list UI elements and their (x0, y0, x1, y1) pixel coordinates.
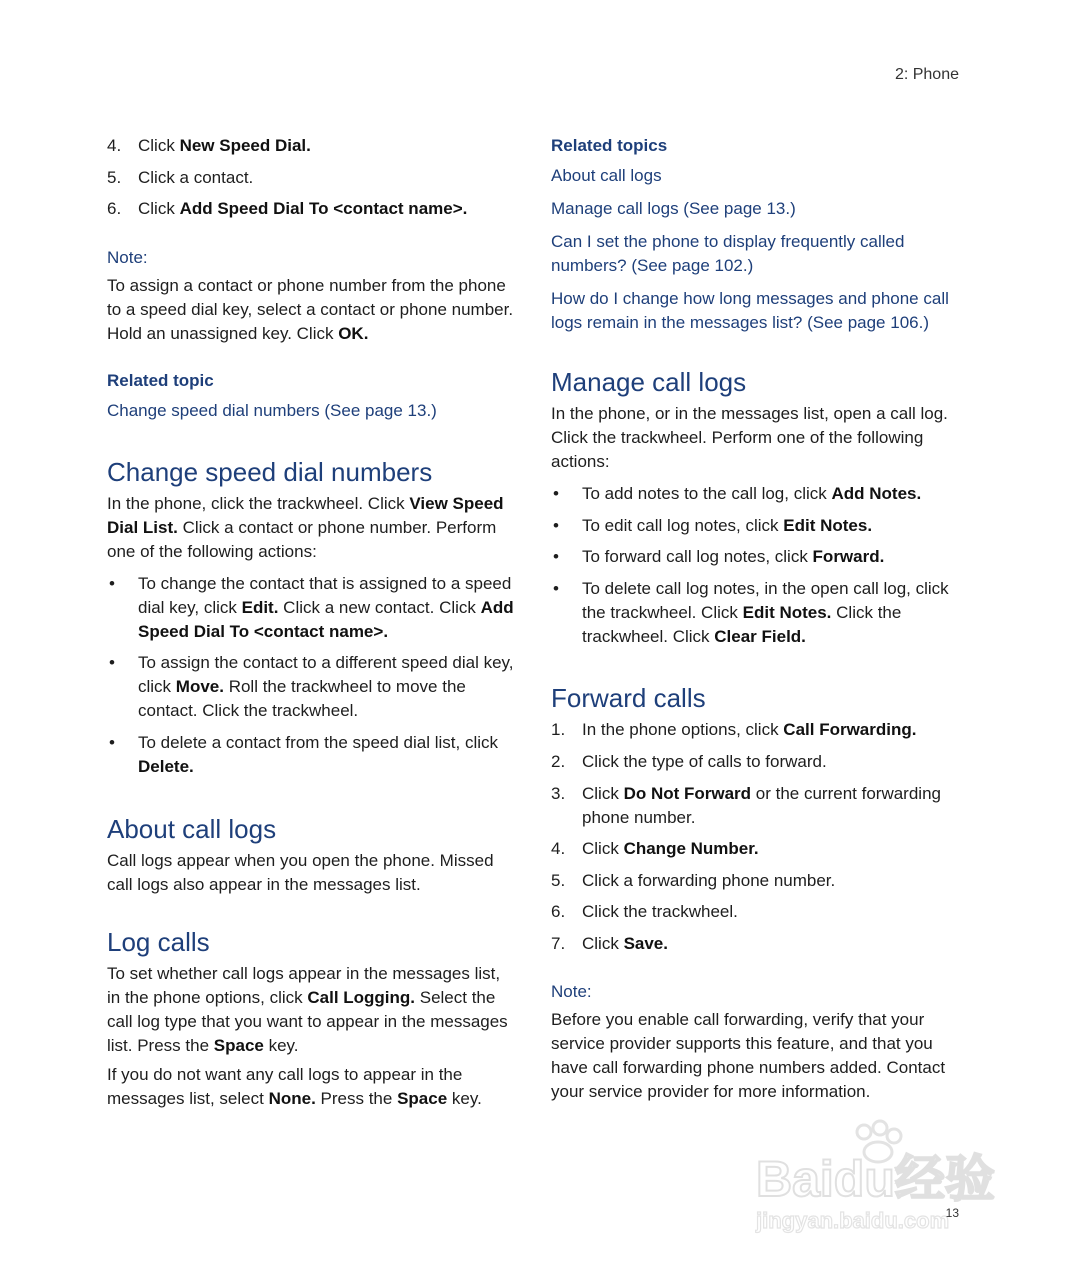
step-item: 6. Click Add Speed Dial To <contact name>. (107, 199, 468, 219)
watermark-brand: Baidu经验 (756, 1151, 995, 1207)
step-item: 2. Click the type of calls to forward. (551, 751, 827, 771)
related-topics-label: Related topics (551, 136, 668, 155)
section-body: To set whether call logs appear in the messages list, in the phone options, click Call Logging. Select the call log type that you want to appear in the messages list. Press the Space key. (107, 963, 508, 1055)
note-body: To assign a contact or phone number from the phone to a speed dial key, select a contact or phone number. Hold an unassigned key. Click OK. (107, 275, 514, 343)
right-column (551, 134, 961, 1104)
note-label: Note: (551, 981, 592, 1001)
step-item: 1. In the phone options, click Call Forwarding. (551, 720, 917, 740)
related-link[interactable]: Manage call logs (See page 13.) (551, 199, 796, 218)
section-body: Call logs appear when you open the phone. Missed call logs also appear in the messages list. (107, 850, 494, 894)
step-item: 6. Click the trackwheel. (551, 902, 738, 922)
section-body: If you do not want any call logs to appear in the messages list, select None. Press the Space key. (107, 1064, 482, 1108)
section-intro: In the phone, click the trackwheel. Click View Speed Dial List. Click a contact or phone number. Perform one of the following actions: (107, 493, 504, 561)
related-link[interactable]: About call logs (551, 166, 662, 185)
action-list (107, 572, 517, 779)
section-title: Change speed dial numbers (107, 456, 433, 487)
step-item: 4. Click New Speed Dial. (107, 136, 311, 155)
section-title: About call logs (107, 813, 277, 844)
section-intro: In the phone, or in the messages list, open a call log. Click the trackwheel. Perform one of the following actions: (551, 404, 948, 471)
watermark-url: jingyan.baidu.com (756, 1208, 950, 1233)
related-link[interactable]: Can I set the phone to display frequently called numbers? (See page 102.) (551, 232, 905, 275)
step-item: 5. Click a contact. (107, 167, 254, 187)
list-item: • To add notes to the call log, click Add Notes. (553, 484, 922, 503)
section-title: Log calls (107, 926, 210, 957)
left-column (107, 134, 517, 1111)
list-item: • To change the contact that is assigned to a speed dial key, click Edit. Click a new contact. Click Add Speed Dial To <contact name>. (109, 573, 514, 641)
running-header: 2: Phone (894, 66, 959, 83)
related-link[interactable]: Change speed dial numbers (See page 13.) (107, 400, 437, 420)
list-item: • To assign the contact to a different speed dial key, click Move. Roll the trackwheel to move the contact. Click the trackwheel. (109, 653, 514, 721)
related-topic-label: Related topic (107, 370, 214, 390)
related-link[interactable]: How do I change how long messages and phone call logs remain in the messages list? (See page 106.) (551, 289, 949, 332)
list-item: • To delete a contact from the speed dial list, click Delete. (109, 732, 499, 776)
list-item: • To edit call log notes, click Edit Notes. (553, 515, 873, 535)
note-label: Note: (107, 247, 148, 267)
speed-dial-steps (107, 134, 517, 221)
step-item: 5. Click a forwarding phone number. (551, 870, 836, 890)
list-item: • To delete call log notes, in the open call log, click the trackwheel. Click Edit Notes. Click the trackwheel. Click Clear Field. (553, 578, 949, 646)
baidu-watermark-logo (752, 1118, 1002, 1238)
step-item: 7. Click Save. (551, 933, 668, 953)
page-number: 13 (945, 1206, 959, 1220)
step-item: 4. Click Change Number. (551, 839, 759, 859)
action-list (551, 482, 961, 649)
section-title: Forward calls (551, 683, 706, 714)
section-title: Manage call logs (551, 367, 747, 397)
list-item: • To forward call log notes, click Forward. (553, 547, 885, 567)
forward-steps (551, 718, 961, 956)
step-item: 3. Click Do Not Forward or the current forwarding phone number. (551, 783, 941, 827)
note-body: Before you enable call forwarding, verify that your service provider supports this feature, and that you have call forwarding phone numbers added. Contact your service provider for more information. (551, 1009, 946, 1101)
